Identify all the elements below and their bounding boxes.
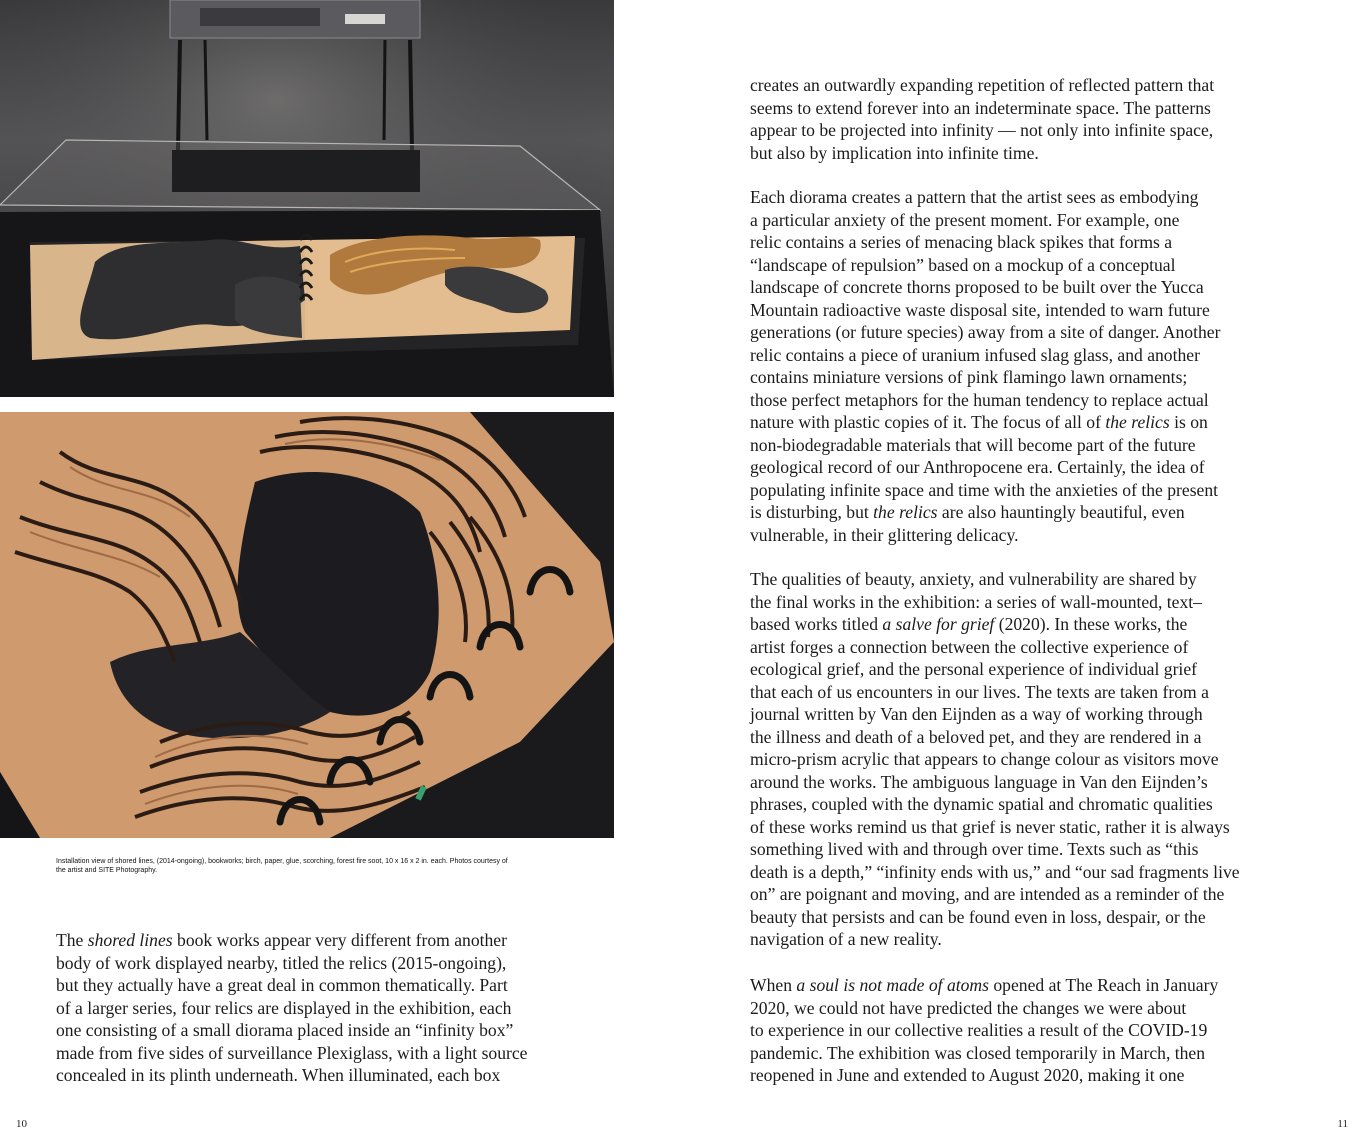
- text-line: [750, 1064, 1218, 1087]
- text-run: beauty that persists and can be found even in loss, despair, or the: [750, 906, 1206, 927]
- text-line: [750, 658, 1240, 681]
- text-line: [750, 366, 1220, 389]
- text-line: [56, 1042, 528, 1065]
- page-number-right: 11: [1337, 1118, 1348, 1130]
- text-run: those perfect metaphors for the human tendency to replace actual: [750, 389, 1209, 410]
- text-run: artist forges a connection between the collective experience of: [750, 636, 1189, 657]
- text-line: [750, 771, 1240, 794]
- text-line: [750, 524, 1220, 547]
- text-run: vulnerable, in their glittering delicacy.: [750, 524, 1019, 545]
- text-run: but also by implication into infinite time.: [750, 142, 1039, 163]
- text-run: the illness and death of a beloved pet, and they are rendered in a: [750, 726, 1202, 747]
- text-run: journal written by Van den Eijnden as a way of working through: [750, 704, 1203, 724]
- text-line: [750, 1019, 1218, 1042]
- text-line: [750, 568, 1240, 591]
- text-line: [750, 748, 1240, 771]
- text-line: [750, 209, 1220, 232]
- text-line: [750, 883, 1240, 906]
- text-line: [750, 906, 1240, 929]
- text-run: relic contains a piece of uranium infused slag glass, and another: [750, 344, 1200, 365]
- body-paragraph-left: [56, 929, 528, 1087]
- text-run: book works appear very different from another: [172, 930, 507, 950]
- text-line: [750, 974, 1218, 997]
- text-run: nature with plastic copies of it. The focus of all of: [750, 412, 1106, 432]
- text-run: ecological grief, and the personal experience of individual grief: [750, 659, 1197, 679]
- caption-line: Installation view of shored lines, (2014-ongoing), bookworks; birch, paper, glue, scorching, forest fire soot, 10 x 16 x 2 in. each. Photos courtesy of: [56, 858, 508, 865]
- photo-caption: [56, 857, 536, 875]
- text-run: the final works in the exhibition: a series of wall-mounted, text–: [750, 591, 1202, 612]
- text-line: [750, 838, 1240, 861]
- text-run: of these works remind us that grief is never static, rather it is always: [750, 816, 1230, 837]
- bookwork-closeup-graphic: [0, 412, 614, 838]
- text-line: [750, 726, 1240, 749]
- text-run: contains miniature versions of pink flamingo lawn ornaments;: [750, 367, 1188, 387]
- text-run: one consisting of a small diorama placed inside an “infinity box”: [56, 1020, 514, 1040]
- text-line: [750, 434, 1220, 457]
- installation-photo: [0, 0, 614, 397]
- text-line: [750, 231, 1220, 254]
- text-line: [750, 456, 1220, 479]
- text-line: [750, 276, 1220, 299]
- caption-line: the artist and SITE Photography.: [56, 867, 158, 874]
- text-run: “landscape of repulsion” based on a mockup of a conceptual: [750, 254, 1176, 275]
- text-run: seems to extend forever into an indeterminate space. The patterns: [750, 97, 1211, 118]
- text-run: opened at The Reach in January: [988, 975, 1219, 995]
- text-line: [56, 1064, 528, 1087]
- text-run: When: [750, 975, 797, 995]
- text-line: [56, 929, 528, 952]
- text-line: [750, 928, 1240, 951]
- text-run: concealed in its plinth underneath. When illuminated, each box: [56, 1065, 501, 1085]
- text-run: pandemic. The exhibition was closed temporarily in March, then: [750, 1042, 1206, 1063]
- text-run: is on: [1169, 412, 1208, 432]
- text-run: shored lines: [87, 930, 173, 950]
- text-line: [56, 974, 528, 997]
- text-line: [750, 74, 1214, 97]
- text-run: a salve for grief: [882, 614, 995, 634]
- body-paragraph-right-3: [750, 568, 1240, 951]
- text-run: micro-prism acrylic that appears to change colour as visitors move: [750, 749, 1219, 769]
- text-run: based works titled: [750, 614, 883, 634]
- text-run: (2020). In these works, the: [994, 614, 1188, 634]
- text-run: around the works. The ambiguous language in Van den Eijnden’s: [750, 771, 1208, 792]
- text-run: but they actually have a great deal in common thematically. Part: [56, 975, 508, 995]
- text-run: appear to be projected into infinity — not only into infinite space,: [750, 120, 1214, 140]
- text-line: [750, 321, 1220, 344]
- installation-photo-graphic: [0, 0, 614, 397]
- text-run: death is a depth,” “infinity ends with us,” and “our sad fragments live: [750, 861, 1240, 882]
- text-line: [750, 1042, 1218, 1065]
- text-line: [56, 997, 528, 1020]
- text-line: [750, 613, 1240, 636]
- text-line: [56, 952, 528, 975]
- text-line: [750, 793, 1240, 816]
- text-run: made from five sides of surveillance Plexiglass, with a light source: [56, 1042, 528, 1063]
- text-run: geological record of our Anthropocene era. Certainly, the idea of: [750, 457, 1205, 477]
- text-run: generations (or future species) away from a site of danger. Another: [750, 322, 1221, 342]
- text-run: is disturbing, but: [750, 502, 874, 522]
- text-run: reopened in June and extended to August 2020, making it one: [750, 1065, 1185, 1085]
- bookwork-closeup-photo: [0, 412, 614, 838]
- text-line: [750, 681, 1240, 704]
- text-run: of a larger series, four relics are displayed in the exhibition, each: [56, 997, 512, 1018]
- text-line: [750, 816, 1240, 839]
- text-run: populating infinite space and time with the anxieties of the present: [750, 479, 1219, 500]
- text-run: on” are poignant and moving, and are intended as a reminder of the: [750, 884, 1225, 904]
- text-run: a particular anxiety of the present moment. For example, one: [750, 209, 1180, 230]
- text-line: [750, 254, 1220, 277]
- text-run: Mountain radioactive waste disposal site, intended to warn future: [750, 299, 1210, 320]
- text-run: the relics: [873, 502, 938, 522]
- text-run: Each diorama creates a pattern that the artist sees as embodying: [750, 187, 1199, 207]
- text-run: The qualities of beauty, anxiety, and vulnerability are shared by: [750, 569, 1197, 589]
- text-run: 2020, we could not have predicted the changes we were about: [750, 997, 1187, 1018]
- text-line: [750, 501, 1220, 524]
- text-line: [750, 997, 1218, 1020]
- text-run: phrases, coupled with the dynamic spatial and chromatic qualities: [750, 794, 1213, 814]
- text-run: something lived with and through over time. Texts such as “this: [750, 839, 1199, 859]
- text-run: to experience in our collective realities a result of the COVID-19: [750, 1020, 1208, 1040]
- text-line: [750, 479, 1220, 502]
- text-line: [750, 636, 1240, 659]
- text-run: are also hauntingly beautiful, even: [937, 502, 1185, 522]
- page-number-left: 10: [16, 1118, 27, 1130]
- text-line: [750, 861, 1240, 884]
- text-run: a soul is not made of atoms: [796, 975, 989, 995]
- text-run: that each of us encounters in our lives. The texts are taken from a: [750, 681, 1209, 702]
- text-line: [750, 119, 1214, 142]
- text-line: [750, 591, 1240, 614]
- text-line: [56, 1019, 528, 1042]
- body-paragraph-right-2: [750, 186, 1220, 546]
- text-run: creates an outwardly expanding repetition of reflected pattern that: [750, 75, 1215, 95]
- text-line: [750, 344, 1220, 367]
- text-run: landscape of concrete thorns proposed to be built over the Yucca: [750, 277, 1204, 297]
- body-paragraph-right-1: [750, 74, 1214, 164]
- text-run: navigation of a new reality.: [750, 929, 942, 949]
- body-paragraph-right-4: [750, 974, 1218, 1087]
- text-line: [750, 411, 1220, 434]
- text-run: The: [56, 930, 88, 950]
- text-run: relic contains a series of menacing black spikes that forms a: [750, 232, 1173, 252]
- text-run: the relics: [1105, 412, 1170, 432]
- text-line: [750, 186, 1220, 209]
- text-line: [750, 142, 1214, 165]
- text-run: non-biodegradable materials that will become part of the future: [750, 434, 1196, 455]
- text-run: body of work displayed nearby, titled the relics (2015-ongoing),: [56, 952, 507, 973]
- text-line: [750, 389, 1220, 412]
- text-line: [750, 299, 1220, 322]
- text-line: [750, 97, 1214, 120]
- text-line: [750, 703, 1240, 726]
